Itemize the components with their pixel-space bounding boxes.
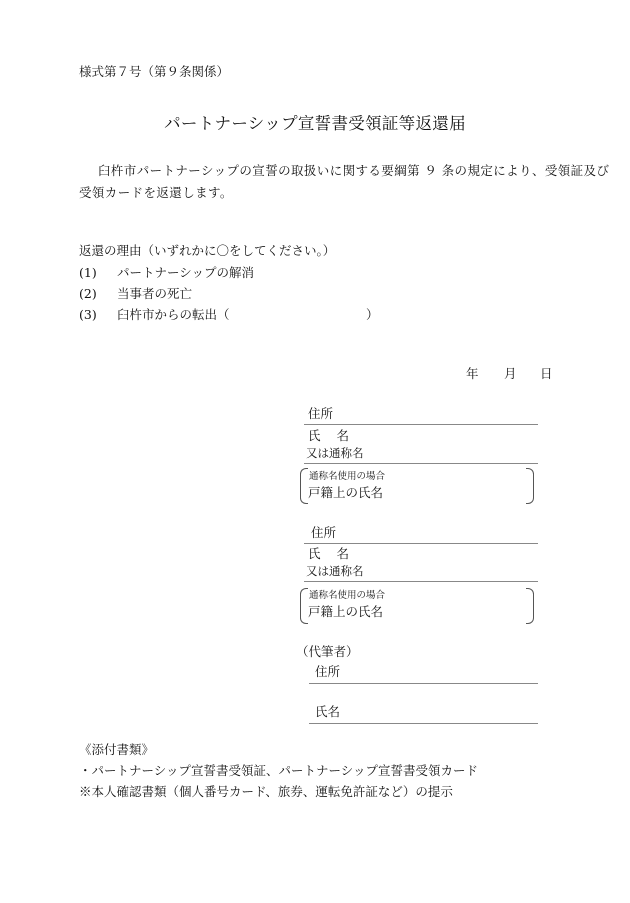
person1-alias-label: 又は通称名 [306, 446, 364, 460]
proxy-heading: （代筆者） [296, 644, 359, 659]
reason-item-2 [79, 286, 192, 301]
person1-alias-note: 通称名使用の場合 [309, 471, 386, 482]
person1-address-line [304, 424, 538, 425]
proxy-address-line [309, 683, 538, 684]
intro-line-1: 臼杵市パートナーシップの宣誓の取扱いに関する要綱第 ９ 条の規定により、受領証及び [98, 163, 610, 178]
person2-name-label: 氏 名 [308, 546, 355, 561]
attachments-line-2: ※本人確認書類（個人番号カード、旅券、運転免許証など）の提示 [79, 784, 453, 799]
date-month: 月 [504, 366, 517, 381]
reason-text: パートナーシップの解消 [117, 265, 255, 280]
reason-text: 臼杵市からの転出（ [117, 307, 230, 322]
person2-alias-note: 通称名使用の場合 [309, 590, 386, 601]
person2-address-line [304, 543, 538, 544]
person1-family-name-label: 戸籍上の氏名 [308, 485, 384, 500]
person2-bracket-right [526, 588, 534, 624]
reason-item-1 [79, 265, 254, 280]
reason-number: (3) [79, 307, 97, 322]
form-number: 様式第７号（第９条関係） [79, 64, 230, 79]
person1-bracket-left [300, 468, 308, 504]
reason-number: (1) [79, 265, 97, 280]
attachments-heading: 《添付書類》 [79, 742, 155, 757]
date-year: 年 [466, 366, 479, 381]
reason-text: 当事者の死亡 [117, 286, 193, 301]
reason-number: (2) [79, 286, 97, 301]
page-title: パートナーシップ宣誓書受領証等返還届 [164, 114, 466, 133]
date-day: 日 [540, 366, 553, 381]
person2-alias-label: 又は通称名 [306, 564, 364, 578]
person1-name-label: 氏 名 [308, 428, 355, 443]
person2-bracket-left [300, 588, 308, 624]
reason-item-3 [79, 307, 230, 322]
reason-close-paren: ） [366, 307, 379, 322]
person2-family-name-label: 戸籍上の氏名 [308, 604, 384, 619]
proxy-name-label: 氏名 [315, 704, 341, 719]
proxy-name-line [309, 723, 538, 724]
person2-name-line [304, 581, 538, 582]
person1-bracket-right [526, 468, 534, 504]
intro-line-2: 受領カードを返還します。 [79, 185, 233, 200]
attachments-line-1: ・パートナーシップ宣誓書受領証、パートナーシップ宣誓書受領カード [79, 763, 479, 778]
proxy-address-label: 住所 [315, 664, 341, 679]
person1-address-label: 住所 [308, 406, 334, 421]
reasons-heading: 返還の理由（いずれかに〇をしてください。） [79, 243, 336, 258]
person1-name-line [304, 463, 538, 464]
person2-address-label: 住所 [311, 525, 337, 540]
